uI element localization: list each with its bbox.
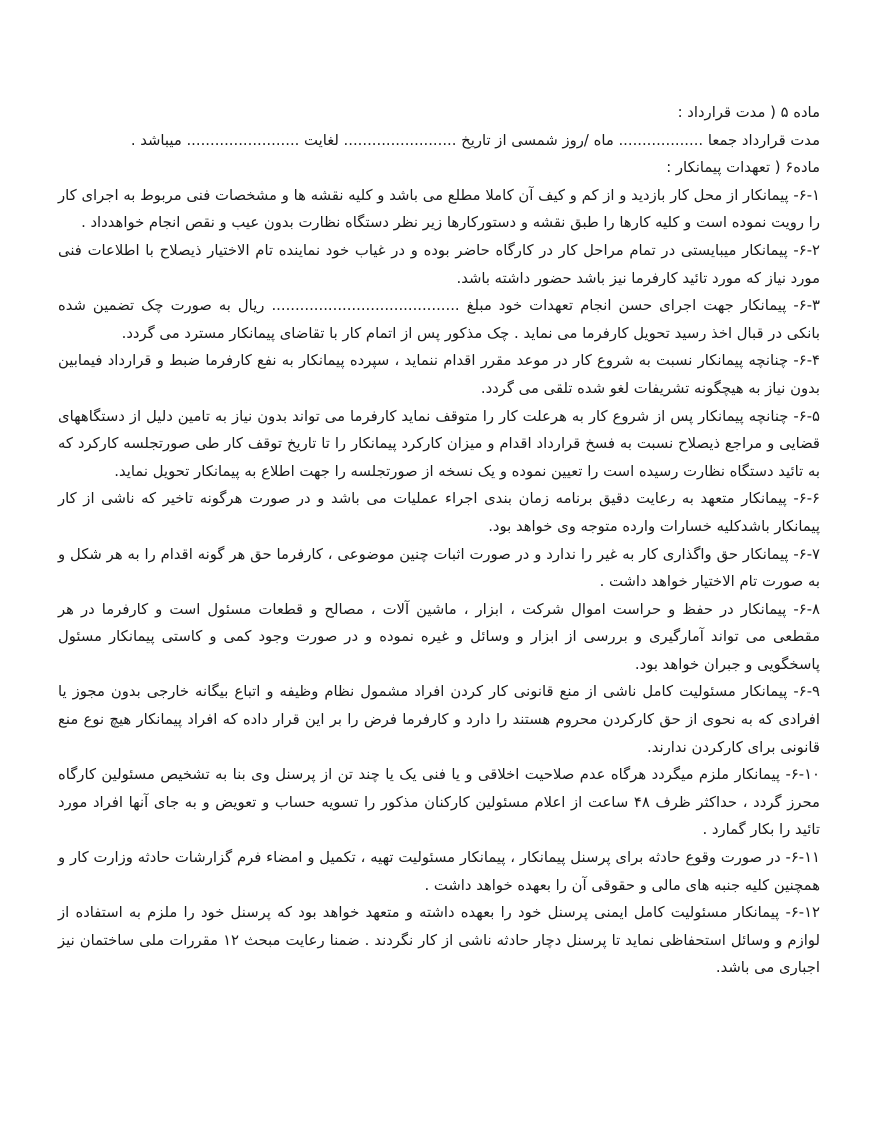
clause-6-10: ۶-۱۰- پیمانکار ملزم میگردد هرگاه عدم صلاحیت اخلاقی و یا فنی یک یا چند تن از پرسنل وی بنا به تشخیص مسئولین کارگاه محرز گردد ، حداکثر ظرف ۴۸ ساعت از اعلام مسئولین کارکنان مذکور را تسویه حساب و تعویض و به جای آنها افراد مورد تائید را بکار گمارد . bbox=[58, 766, 820, 839]
clause-6-8: ۶-۸- پیمانکار در حفظ و حراست اموال شرکت ، ابزار ، ماشین آلات ، مصالح و قطعات مسئول است و کارفرما در هر مقطعی می تواند آمارگیری و بررسی از ابزار و وسائل و غیره نموده و در صورت وجود کمی و کاستی پیمانکار مسئول پاسخگویی و جبران خواهد بود. bbox=[58, 600, 820, 673]
clause-6-6: ۶-۶- پیمانکار متعهد به رعایت دقیق برنامه زمان بندی اجراء عملیات می باشد و در صورت هرگونه تاخیر که ناشی از کار پیمانکار باشدکلیه خسارات وارده متوجه وی خواهد بود. bbox=[58, 490, 820, 535]
clause-6-12: ۶-۱۲- پیمانکار مسئولیت کامل ایمنی پرسنل خود را بعهده داشته و متعهد خواهد بود که پرسنل خود را ملزم به استفاده از لوازم و وسائل استحفاظی نماید تا پرسنل دچار حادثه ناشی از کار نگردند . ضمنا رعایت مبحث ۱۲ مقررات ملی ساختمان نیز اجباری می باشد. bbox=[58, 904, 820, 977]
clause-6-3: ۶-۳- پیمانکار جهت اجرای حسن انجام تعهدات خود مبلغ ........................................ ریال به صورت چک تضمین شده بانکی در قبال اخذ رسید تحویل کارفرما می نماید . چک مذکور پس از اتمام کار با تقاضای پیمانکار مسترد می گردد. bbox=[58, 297, 820, 342]
clause-6-11: ۶-۱۱- در صورت وقوع حادثه برای پرسنل پیمانکار ، پیمانکار مسئولیت تهیه ، تکمیل و امضاء فرم گزارشات حادثه وزارت کار و همچنین کلیه جنبه های مالی و حقوقی آن را بعهده خواهد داشت . bbox=[58, 849, 820, 894]
contract-text-block bbox=[58, 99, 820, 982]
article-6-heading: ماده۶ ( تعهدات پیمانکار : bbox=[666, 159, 820, 177]
clause-6-9: ۶-۹- پیمانکار مسئولیت کامل ناشی از منع قانونی کار کردن افراد مشمول نظام وظیفه و اتباع بیگانه خارجی بدون مجوز یا افرادی که به نحوی از حق کارکردن محروم هستند را دارد و کارفرما فرض را بر این قرار داده که افراد پیمانکار هیچ نوع منع قانونی برای کارکردن ندارند. bbox=[58, 683, 820, 756]
article-5-heading: ماده ۵ ( مدت قرارداد : bbox=[677, 104, 820, 121]
article-5-duration-line: مدت قرارداد جمعا .................. ماه /روز شمسی از تاریخ ........................ لغایت ........................ میباشد . bbox=[130, 131, 820, 149]
clause-6-1: ۶-۱- پیمانکار از محل کار بازدید و از کم و کیف آن کاملا مطلع می باشد و کلیه نقشه ها و مشخصات فنی مربوط به اجرای کار را رویت نموده است و کلیه کارها را طبق نقشه و دستورکارها زیر نظر دستگاه نظارت بدون عیب و نقص انجام خواهدداد . bbox=[58, 186, 820, 232]
clause-6-4: ۶-۴- چنانچه پیمانکار نسبت به شروع کار در موعد مقرر اقدام ننماید ، سپرده پیمانکار به نفع کارفرما ضبط و قرارداد فیمابین بدون نیاز به هیچگونه تشریفات لغو شده تلقی می گردد. bbox=[58, 352, 820, 397]
clause-6-7: ۶-۷- پیمانکار حق واگذاری کار به غیر را ندارد و در صورت اثبات چنین موضوعی ، کارفرما حق هر گونه اقدام را به هر شکل و به صورت تام الاختیار خواهد داشت . bbox=[58, 545, 820, 591]
clause-6-2: ۶-۲- پیمانکار میبایستی در تمام مراحل کار در کارگاه حاضر بوده و در غیاب خود نماینده تام الاختیار ذیصلاح با اطلاعات فنی مورد نیاز که مورد تائید کارفرما نیز باشد حضور داشته باشد. bbox=[58, 241, 820, 287]
clause-6-5: ۶-۵- چنانچه پیمانکار پس از شروع کار به هرعلت کار را متوقف نماید کارفرما می تواند بدون نیاز به تامین دلیل از دستگاههای قضایی و مراجع ذیصلاح نسبت به فسخ قرارداد اقدام و میزان کارکرد پیمانکار را تا تاریخ توقف کار طی صورتجلسه کارکرد که به تائید دستگاه نظارت رسیده است را تعیین نموده و یک نسخه از صورتجلسه را جهت اطلاع به پیمانکار تحویل نماید. bbox=[58, 407, 820, 480]
